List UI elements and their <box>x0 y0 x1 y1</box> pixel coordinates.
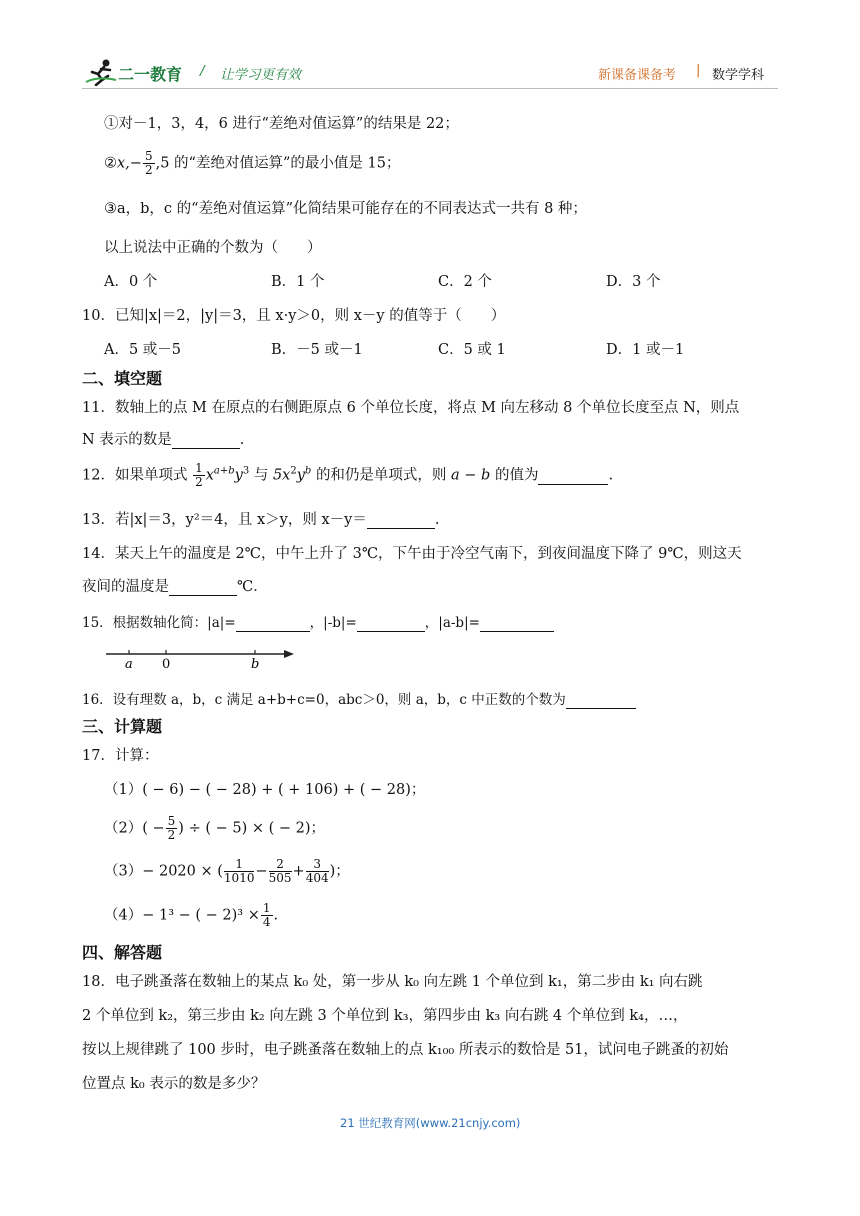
fraction-denominator: 4 <box>262 915 271 929</box>
q12-mono1-exp: a+b <box>213 465 235 477</box>
q15-sep1: ，|-b|= <box>309 615 357 631</box>
q15-sep2: ，|a-b|= <box>424 615 480 631</box>
q11-line-2-text: N 表示的数是 <box>82 432 172 448</box>
q9-item-2 <box>104 150 400 177</box>
q12-mono1-y: y <box>234 467 243 484</box>
fraction-numerator: 5 <box>144 149 153 163</box>
footer-link[interactable]: 21 世纪教育网(www.21cnjy.com) <box>340 1116 521 1130</box>
q17-part-3-post: )； <box>329 863 350 880</box>
logo-runner-icon <box>84 58 118 86</box>
answer-blank[interactable] <box>357 615 425 632</box>
q17-part-2-pre: （2）( − <box>104 820 165 837</box>
q12-mid: 与 <box>253 467 269 484</box>
q12-after: 的和仍是单项式，则 <box>315 467 447 484</box>
q18-line-1: 18．电子跳蚤落在数轴上的某点 k₀ 处，第一步从 k₀ 向左跳 1 个单位到 k₁，第二步由 k₁ 向右跳 <box>82 974 703 990</box>
q9-item-2-minus: − <box>129 155 142 172</box>
fraction-numerator: 5 <box>167 814 176 828</box>
q17-part-2-post: ) ÷ ( − 5) × ( − 2)； <box>178 820 326 837</box>
q9-option-b: B．1 个 <box>271 274 325 290</box>
answer-blank[interactable] <box>172 432 240 449</box>
section-title-fill-blank: 二、填空题 <box>82 369 163 388</box>
answer-blank[interactable] <box>367 512 435 529</box>
q17-part-4-post: . <box>273 907 279 924</box>
number-line <box>100 640 300 672</box>
fraction-numerator: 2 <box>269 858 292 872</box>
q11-line-1: 11．数轴上的点 M 在原点的右侧距原点 6 个单位长度，将点 M 向左移动 8 个单位长度至点 N，则点 <box>82 400 740 416</box>
q12 <box>82 462 613 489</box>
q9-item-2-fraction <box>143 150 155 177</box>
q10-option-a: A．5 或－5 <box>104 342 182 358</box>
fraction-denominator: 2 <box>195 475 203 489</box>
q10-option-c: C．5 或 1 <box>438 342 506 358</box>
fraction-numerator: 1 <box>262 901 271 915</box>
q9-option-d: D．3 个 <box>606 274 661 290</box>
q15-pre: 15．根据数轴化简：|a|= <box>82 615 236 631</box>
q17-part-3-fraction-3 <box>306 858 329 885</box>
q12-mono1-yexp: 3 <box>242 465 250 477</box>
fraction-numerator: 3 <box>306 858 329 872</box>
q14-line-2-text: 夜间的温度是 <box>82 579 169 595</box>
q12-mono2: 5x <box>272 467 291 484</box>
q17-part-4-pre: （4）− 1³ − ( − 2)³ × <box>104 907 260 924</box>
q17-part-3-pre: （3）− 2020 × ( <box>104 863 223 880</box>
q18-line-2: 2 个单位到 k₂，第三步由 k₂ 向左跳 3 个单位到 k₃，第四步由 k₃ 向右跳 4 个单位到 k₄，…， <box>82 1008 688 1024</box>
answer-blank[interactable] <box>566 692 636 709</box>
header-slash: / <box>200 63 205 79</box>
q12-mono1-x: x <box>205 467 214 484</box>
q9-prompt: 以上说法中正确的个数为（ ） <box>104 240 322 256</box>
q13 <box>82 508 439 529</box>
q14-line-1: 14．某天上午的温度是 2℃，中午上升了 3℃，下午由于冷空气南下，到夜间温度下降了 9℃，则这天 <box>82 546 742 562</box>
section-title-calculation: 三、计算题 <box>82 717 163 736</box>
header-subject: 数学学科 <box>712 68 765 83</box>
q9-item-2-prefix: ② <box>104 155 117 172</box>
q17-part-3-fraction-1 <box>224 858 255 885</box>
q13-end: . <box>434 512 440 528</box>
q17-part-3-fraction-2 <box>269 858 292 885</box>
q9-item-3: ③a，b，c 的“差绝对值运算”化简结果可能存在的不同表达式一共有 8 种； <box>104 201 587 217</box>
q17-part-2 <box>104 815 325 842</box>
q17-part-2-fraction <box>166 815 178 842</box>
answer-blank[interactable] <box>169 579 237 596</box>
q16 <box>82 688 636 709</box>
q12-end: . <box>608 467 614 484</box>
q9-item-2-rest: ,5 的“差绝对值运算”的最小值是 15； <box>155 155 401 172</box>
answer-blank[interactable] <box>480 615 554 632</box>
fraction-denominator: 2 <box>144 163 153 177</box>
fraction-denominator: 505 <box>268 871 292 885</box>
label-b: b <box>251 657 260 672</box>
q18-line-4: 位置点 k₀ 表示的数是多少？ <box>82 1076 266 1092</box>
q12-fraction <box>193 462 205 489</box>
q17-part-4-fraction <box>261 902 273 929</box>
q18-line-3: 按以上规律跳了 100 步时，电子跳蚤落在数轴上的点 k₁₀₀ 所表示的数恰是 51，试问电子跳蚤的初始 <box>82 1042 729 1058</box>
q17-part-3-op2: + <box>292 863 305 880</box>
header-slogan: 让学习更有效 <box>220 67 301 83</box>
q17-part-3 <box>104 858 350 885</box>
q11-line-2 <box>82 428 244 449</box>
q10-option-b: B．－5 或－1 <box>271 342 363 358</box>
q9-item-1: ①对－1，3，4，6 进行“差绝对值运算”的结果是 22； <box>104 116 459 132</box>
header-rule <box>82 88 778 89</box>
q12-mono2-exp: 2 <box>290 465 297 477</box>
fraction-denominator: 404 <box>305 871 329 885</box>
answer-blank[interactable] <box>538 468 608 485</box>
q17-part-1: （1）( − 6) − ( − 28) + ( + 106) + ( − 28)； <box>104 782 426 798</box>
q12-pre: 12．如果单项式 <box>82 467 188 484</box>
header-right-label: 新课备课备考 <box>598 68 677 83</box>
q9-option-a: A．0 个 <box>104 274 158 290</box>
q9-option-c: C．2 个 <box>438 274 492 290</box>
q12-mono2-y: y <box>296 467 305 484</box>
fraction-denominator: 2 <box>167 828 176 842</box>
section-title-solution: 四、解答题 <box>82 943 163 962</box>
header-separator: | <box>696 63 701 78</box>
q15 <box>82 611 554 632</box>
label-0: 0 <box>162 657 171 672</box>
q10-option-d: D．1 或－1 <box>606 342 685 358</box>
q12-expr: a − b <box>451 467 491 484</box>
q11-end: . <box>239 432 245 448</box>
fraction-denominator: 1010 <box>223 871 255 885</box>
q9-item-2-x: x, <box>117 155 130 172</box>
q10-stem: 10．已知|x|＝2，|y|＝3，且 x·y＞0，则 x－y 的值等于（ ） <box>82 308 506 324</box>
fraction-numerator: 1 <box>224 858 255 872</box>
q12-mono2-yexp: b <box>304 465 312 477</box>
number-line-arrow-icon <box>284 650 294 658</box>
fraction-numerator: 1 <box>195 461 203 475</box>
q17-part-4 <box>104 902 278 929</box>
label-a: a <box>125 657 133 672</box>
q12-tail: 的值为 <box>494 467 539 484</box>
logo-text: 二一教育 <box>118 65 183 84</box>
q17-stem: 17．计算： <box>82 748 159 764</box>
q16-stem: 16．设有理数 a，b，c 满足 a+b+c=0，abc＞0，则 a，b，c 中正数的个数为 <box>82 692 566 708</box>
q14-unit: ℃． <box>237 579 268 595</box>
q14-line-2 <box>82 575 268 596</box>
q13-stem: 13．若|x|＝3，y²＝4，且 x＞y，则 x－y＝ <box>82 512 367 528</box>
q17-part-3-op1: − <box>255 863 268 880</box>
answer-blank[interactable] <box>236 615 310 632</box>
